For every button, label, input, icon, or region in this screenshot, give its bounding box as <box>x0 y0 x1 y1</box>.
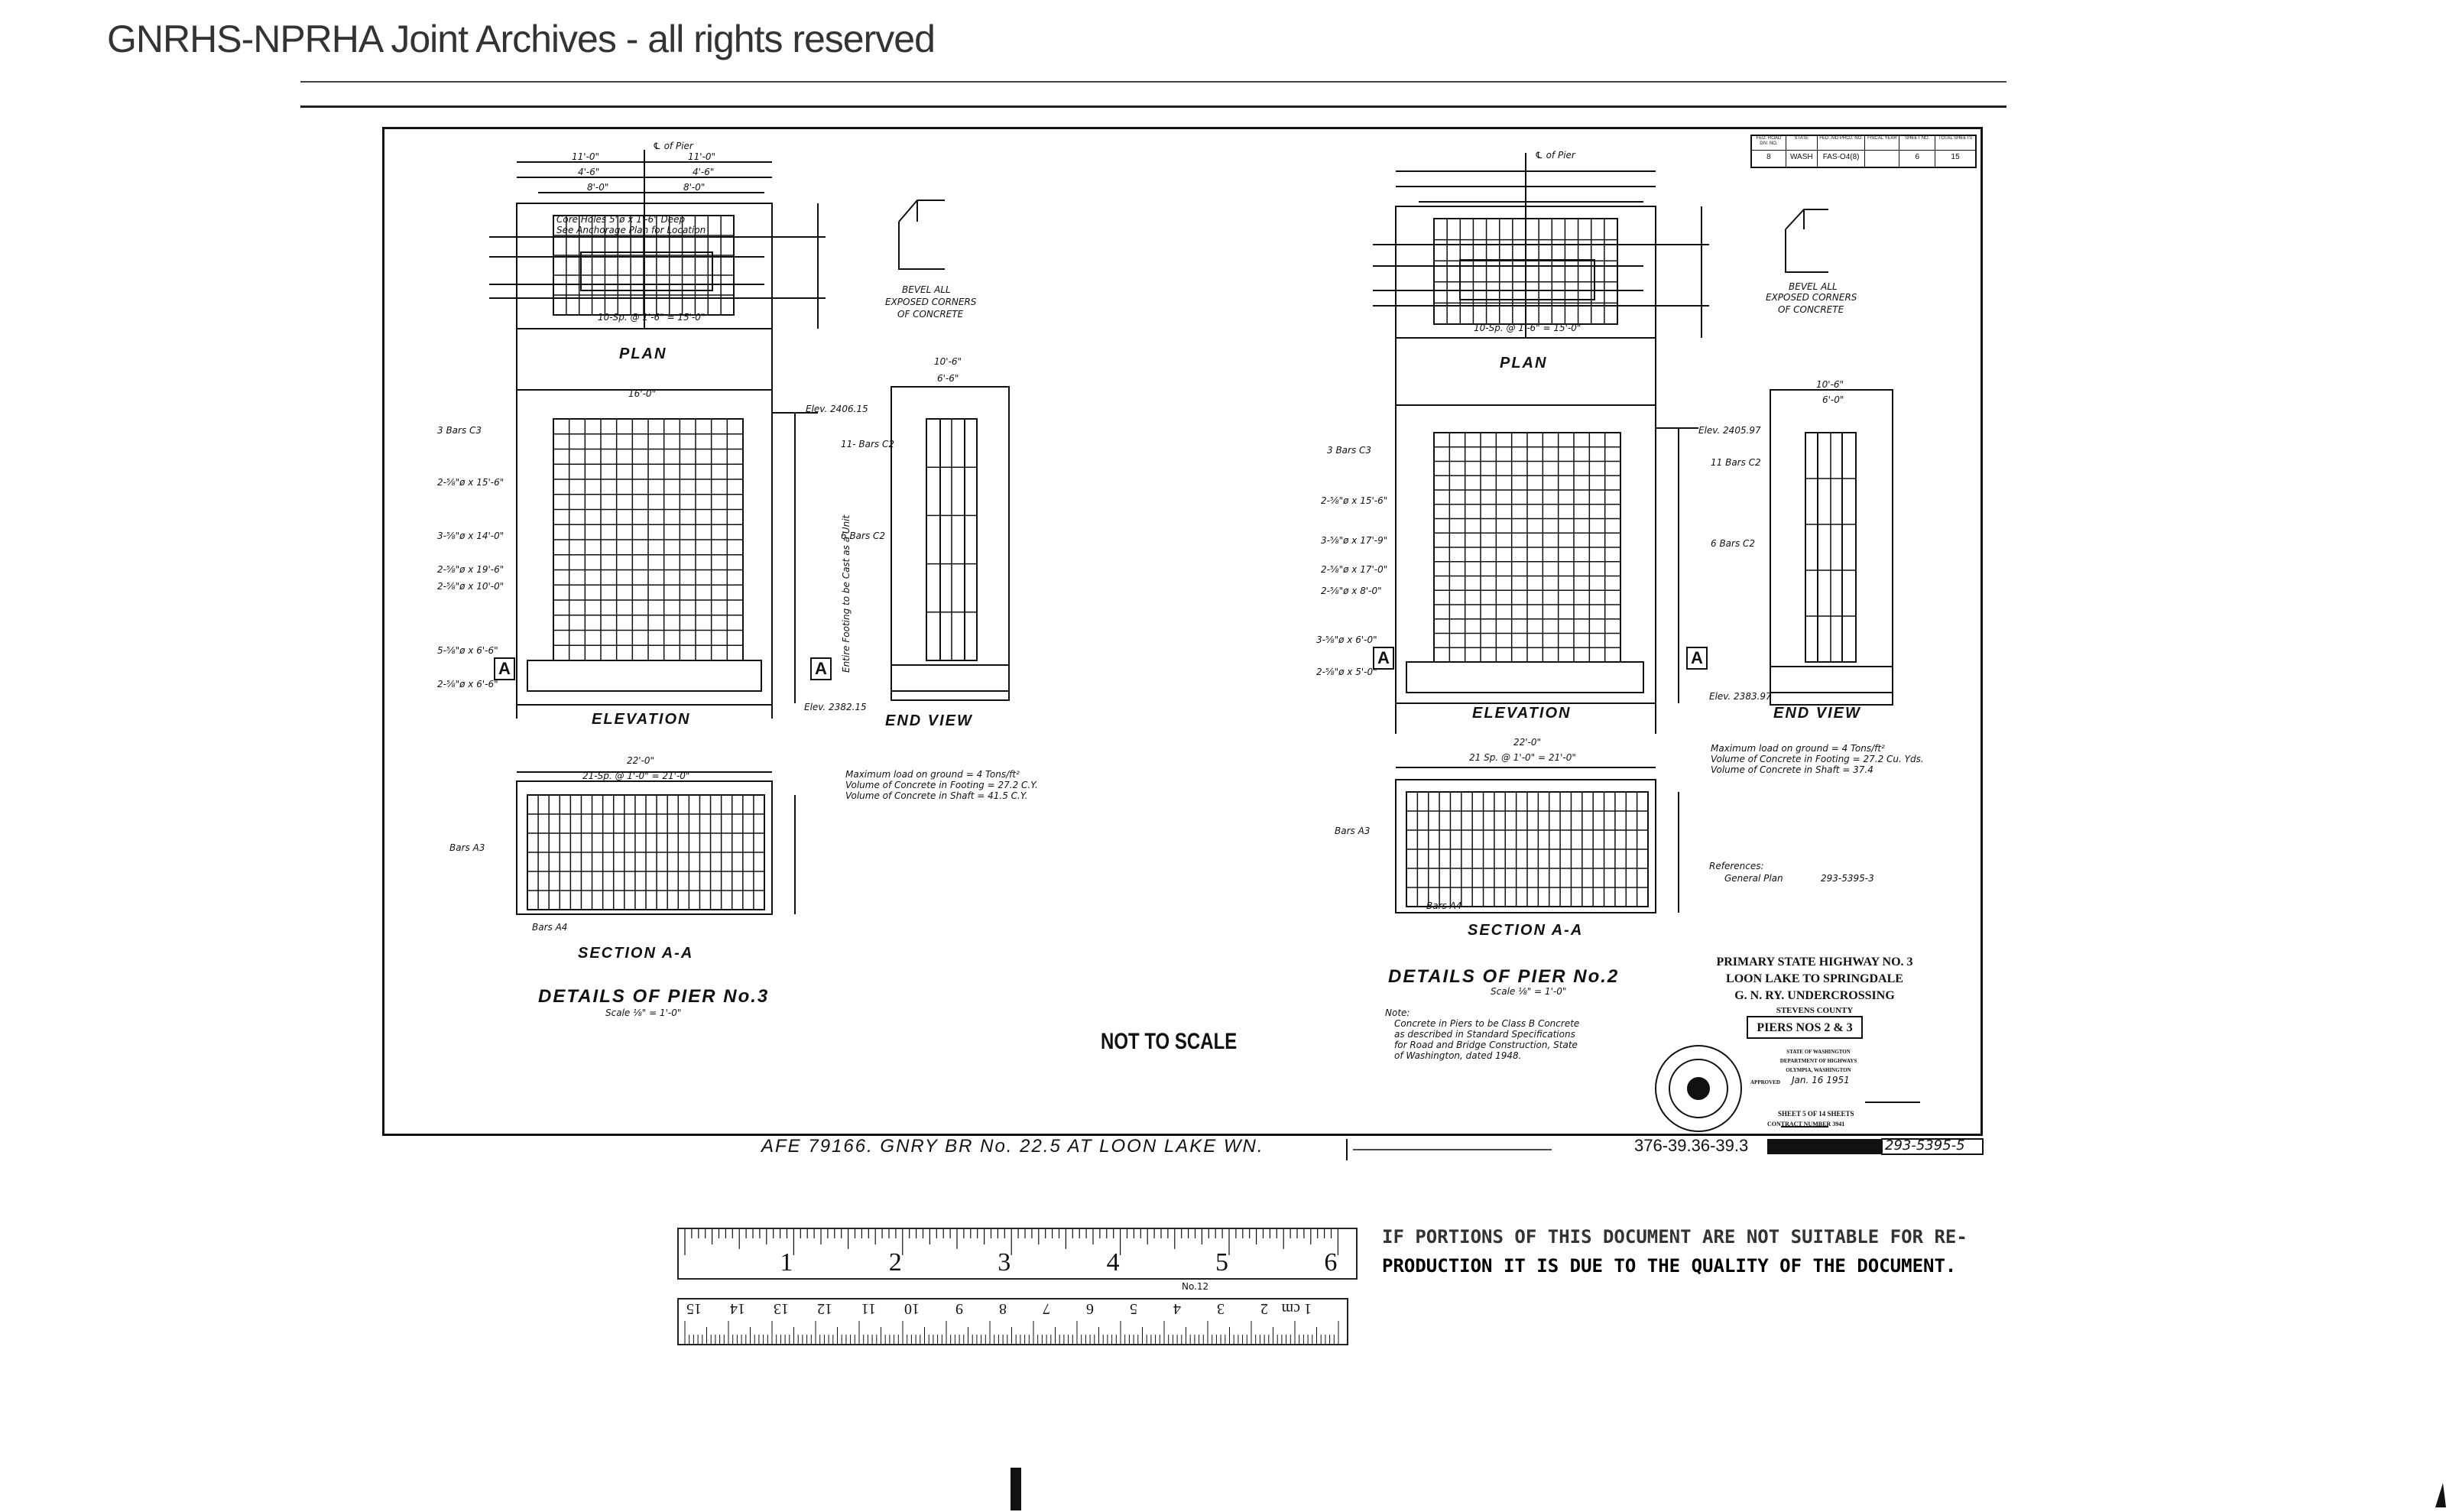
pier3-section-dim-2: 21-Sp. @ 1'-0" = 21'-0" <box>582 771 690 781</box>
ruler-cm-label: 15 <box>686 1300 702 1317</box>
dept-line-3: OLYMPIA, WASHINGTON <box>1786 1067 1851 1073</box>
ruler-cm-label: 2 <box>1260 1300 1268 1317</box>
ruler-inch-label: 5 <box>1215 1248 1228 1277</box>
dept-line-1: STATE OF WASHINGTON <box>1786 1049 1851 1055</box>
pier3-dim-sub-left: 8'-0" <box>587 182 609 193</box>
pier3-elev-top: Elev. 2406.15 <box>806 404 868 414</box>
pier2-section-marker-left: A <box>1373 647 1394 670</box>
quality-notice-line-1: IF PORTIONS OF THIS DOCUMENT ARE NOT SUITABLE FOR RE- <box>1382 1226 1968 1248</box>
pier3-load-note-2: Volume of Concrete in Footing = 27.2 C.Y. <box>845 780 1038 790</box>
ruler-cm-label: 9 <box>955 1300 963 1317</box>
title-line-3: G. N. RY. UNDERCROSSING <box>1734 989 1895 1002</box>
pier3-bar-label-7: 2-⅝"ø x 6'-6" <box>437 679 498 689</box>
pier2-bar-label-6: 3-⅝"ø x 6'-0" <box>1316 634 1377 645</box>
project-table-value: WASH <box>1789 153 1813 161</box>
pier2-note-line-4: of Washington, dated 1948. <box>1394 1050 1522 1061</box>
pier2-note-label: Note: <box>1385 1007 1410 1018</box>
pier3-bars-a3: Bars A3 <box>449 842 485 853</box>
project-table-value: 15 <box>1951 153 1960 161</box>
pier2-load-note-2: Volume of Concrete in Footing = 27.2 Cu. Yds. <box>1711 754 1924 764</box>
dept-line-2: DEPARTMENT OF HIGHWAYS <box>1779 1058 1857 1064</box>
project-table-header: SHEET NO. <box>1899 136 1935 151</box>
ruler-inch-label: 1 <box>780 1248 793 1277</box>
ruler-centimeters <box>677 1298 1348 1345</box>
pier3-bar-label-6: 5-⅝"ø x 6'-6" <box>437 645 498 656</box>
pier3-details-title: DETAILS OF PIER No.3 <box>538 986 770 1007</box>
pier3-dim-half-left: 4'-6" <box>578 167 600 177</box>
pier3-section-marker-right: A <box>810 657 832 680</box>
title-line-5: PIERS NOS 2 & 3 <box>1757 1021 1853 1034</box>
pier2-bar-label-3: 3-⅝"ø x 17'-9" <box>1321 535 1388 546</box>
ruler-inch-label: 3 <box>998 1248 1011 1277</box>
bevel-note-left-2: EXPOSED CORNERS <box>885 297 977 307</box>
archive-title: GNRHS-NPRHA Joint Archives - all rights reserved <box>107 18 935 60</box>
pier3-bars-a4: Bars A4 <box>532 922 568 933</box>
pier2-bars-c2-2: 6 Bars C2 <box>1711 538 1756 549</box>
project-table-value: 8 <box>1766 153 1771 161</box>
project-table-value: 6 <box>1915 153 1920 161</box>
drawing-number: 376-39.36-39.3 <box>1634 1136 1749 1155</box>
pier3-elev-bottom: Elev. 2382.15 <box>804 702 867 712</box>
pier2-centerline-label: ℄ of Pier <box>1535 150 1575 161</box>
ruler-cm-label: 5 <box>1130 1300 1137 1317</box>
engineer-seal <box>1656 1046 1741 1131</box>
pier2-references-no: 293-5395-3 <box>1821 873 1874 884</box>
pier3-bar-label-2: 2-⅝"ø x 15'-6" <box>437 477 504 488</box>
pier2-section-dim-2: 21 Sp. @ 1'-0" = 21'-0" <box>1469 752 1576 763</box>
pier3-bar-label-1: 3 Bars C3 <box>437 425 482 436</box>
ruler-cm-label: 12 <box>817 1300 832 1317</box>
project-table-header: STATE <box>1786 136 1817 151</box>
pier3-section-dim-1: 22'-0" <box>627 755 655 766</box>
title-line-1: PRIMARY STATE HIGHWAY NO. 3 <box>1716 956 1913 969</box>
pier2-note-line-2: as described in Standard Specifications <box>1394 1029 1575 1040</box>
not-to-scale-label: NOT TO SCALE <box>1101 1029 1238 1054</box>
pier2-note-line-3: for Road and Bridge Construction, State <box>1394 1040 1578 1050</box>
ruler-cm-label: 6 <box>1086 1300 1094 1317</box>
bevel-note-right-2: EXPOSED CORNERS <box>1766 292 1857 303</box>
sheet-number: 293-5395-5 <box>1885 1137 1965 1153</box>
pier3-bar-label-4: 2-⅝"ø x 19'-6" <box>437 564 504 575</box>
ruler-inches <box>677 1228 1358 1280</box>
ruler-cm-label: 11 <box>861 1300 876 1317</box>
afe-line: AFE 79166. GNRY BR No. 22.5 AT LOON LAKE WN. <box>761 1136 1264 1157</box>
ruler-cm-label: 13 <box>774 1300 789 1317</box>
pier3-load-note-1: Maximum load on ground = 4 Tons/ft² <box>845 769 1020 780</box>
project-table-header: TOTAL SHEETS <box>1935 136 1975 151</box>
approval-date: Jan. 16 1951 <box>1792 1075 1850 1085</box>
pier2-elev-bottom: Elev. 2383.97 <box>1709 691 1772 702</box>
project-table-header: FISCAL YEAR <box>1865 136 1899 151</box>
project-table-value: FAS-O4(8) <box>1822 153 1860 161</box>
pier2-details-title: DETAILS OF PIER No.2 <box>1388 966 1620 987</box>
ruler-cm-label: 10 <box>904 1300 920 1317</box>
project-table-header: FED. AID PROJ. NO. <box>1818 136 1865 151</box>
ruler-cm-label: 1 cm <box>1281 1300 1312 1317</box>
sheet-count: SHEET 5 OF 14 SHEETS <box>1778 1110 1854 1118</box>
pier3-end-view-title: END VIEW <box>885 712 973 729</box>
pier3-dim-width: 16'-0" <box>628 388 657 399</box>
pier3-bar-label-5: 2-⅝"ø x 10'-0" <box>437 581 504 592</box>
ruler-cm-label: 14 <box>730 1300 745 1317</box>
ruler-inch-label: 6 <box>1324 1248 1338 1277</box>
pier3-dim-half-right: 4'-6" <box>693 167 715 177</box>
pier2-references-label: References: <box>1709 861 1764 871</box>
pier3-dim-top-left: 11'-0" <box>572 151 600 162</box>
pier3-dim-sub-right: 8'-0" <box>683 182 706 193</box>
ruler-inch-label: 2 <box>888 1248 902 1277</box>
pier3-core-note-2: See Anchorage Plan for Location <box>556 225 706 235</box>
pier3-footing-note: Entire Footing to be Cast as a Unit <box>841 514 852 673</box>
pier3-section-title: SECTION A-A <box>578 945 694 962</box>
ruler-cm-label: 3 <box>1217 1300 1225 1317</box>
pier3-dim-top-right: 11'-0" <box>688 151 716 162</box>
pier2-section-dim-1: 22'-0" <box>1513 737 1542 748</box>
pier3-load-note-3: Volume of Concrete in Shaft = 41.5 C.Y. <box>845 790 1028 801</box>
pier2-load-note-3: Volume of Concrete in Shaft = 37.4 <box>1711 764 1873 775</box>
pier3-dim-end-mid: 6'-6" <box>937 373 959 384</box>
pier3-centerline-label: ℄ of Pier <box>653 141 693 151</box>
pier2-section-title: SECTION A-A <box>1468 922 1584 939</box>
pier2-bar-label-1: 3 Bars C3 <box>1327 445 1372 456</box>
title-line-4: STEVENS COUNTY <box>1776 1006 1854 1015</box>
pier3-dim-end-top: 10'-6" <box>934 356 962 367</box>
pier2-bars-a4: Bars A4 <box>1426 900 1462 911</box>
ruler-inch-label: 4 <box>1106 1248 1120 1277</box>
project-table-header: FED. ROAD DIV. NO. <box>1752 136 1786 151</box>
pier2-bar-label-7: 2-⅝"ø x 5'-0" <box>1316 667 1377 677</box>
pier2-elev-top: Elev. 2405.97 <box>1698 425 1761 436</box>
pier2-references-item: General Plan <box>1724 873 1783 884</box>
pier2-bar-label-5: 2-⅝"ø x 8'-0" <box>1321 586 1382 596</box>
pier2-note-line-1: Concrete in Piers to be Class B Concrete <box>1394 1018 1580 1029</box>
pier2-bars-plan: 10-Sp. @ 1'-6" = 15'-0" <box>1474 323 1581 333</box>
quality-notice-line-2: PRODUCTION IT IS DUE TO THE QUALITY OF THE DOCUMENT. <box>1382 1255 1957 1277</box>
pier2-dim-end-mid: 6'-0" <box>1822 394 1844 405</box>
approved-label: APPROVED <box>1750 1079 1780 1085</box>
pier3-elevation-title: ELEVATION <box>592 711 691 728</box>
pier3-bars-c2-1: 11- Bars C2 <box>841 439 895 449</box>
pier3-scale: Scale ⅛" = 1'-0" <box>605 1007 682 1018</box>
bevel-note-left-1: BEVEL ALL <box>902 284 951 295</box>
ruler-note: No.12 <box>1182 1281 1209 1292</box>
contract-number: CONTRACT NUMBER 3941 <box>1767 1121 1845 1128</box>
pier3-bars-plan: 10-Sp. @ 1'-6" = 15'-0" <box>598 312 706 323</box>
pier2-bars-c2-1: 11 Bars C2 <box>1711 457 1761 468</box>
pier3-section-marker-left: A <box>494 657 515 680</box>
pier3-core-note-1: Core Holes 5"ø x 1'-6" Deep <box>556 214 686 225</box>
pier2-end-view-title: END VIEW <box>1773 705 1861 722</box>
pier3-bars-c2-2: 6 Bars C2 <box>841 530 886 541</box>
pier2-elevation-title: ELEVATION <box>1472 705 1572 722</box>
pier2-load-note-1: Maximum load on ground = 4 Tons/ft² <box>1711 743 1885 754</box>
bevel-note-right-3: OF CONCRETE <box>1778 304 1844 315</box>
pier2-dim-end-top: 10'-6" <box>1816 379 1844 390</box>
pier2-bar-label-4: 2-⅝"ø x 17'-0" <box>1321 564 1388 575</box>
ruler-cm-label: 7 <box>1043 1300 1050 1317</box>
title-line-2: LOON LAKE TO SPRINGDALE <box>1726 972 1903 985</box>
pier2-bar-label-2: 2-⅝"ø x 15'-6" <box>1321 495 1388 506</box>
bevel-note-left-3: OF CONCRETE <box>897 309 964 320</box>
pier3-bar-label-3: 3-⅝"ø x 14'-0" <box>437 530 504 541</box>
bevel-note-right-1: BEVEL ALL <box>1789 281 1838 292</box>
pier2-scale: Scale ⅛" = 1'-0" <box>1491 986 1567 997</box>
ruler-cm-label: 8 <box>999 1300 1007 1317</box>
ruler-cm-label: 4 <box>1173 1300 1181 1317</box>
pier2-plan-title: PLAN <box>1500 355 1548 372</box>
pier3-plan-title: PLAN <box>619 346 667 362</box>
pier2-bars-a3: Bars A3 <box>1335 826 1371 836</box>
pier2-section-marker-right: A <box>1686 647 1708 670</box>
